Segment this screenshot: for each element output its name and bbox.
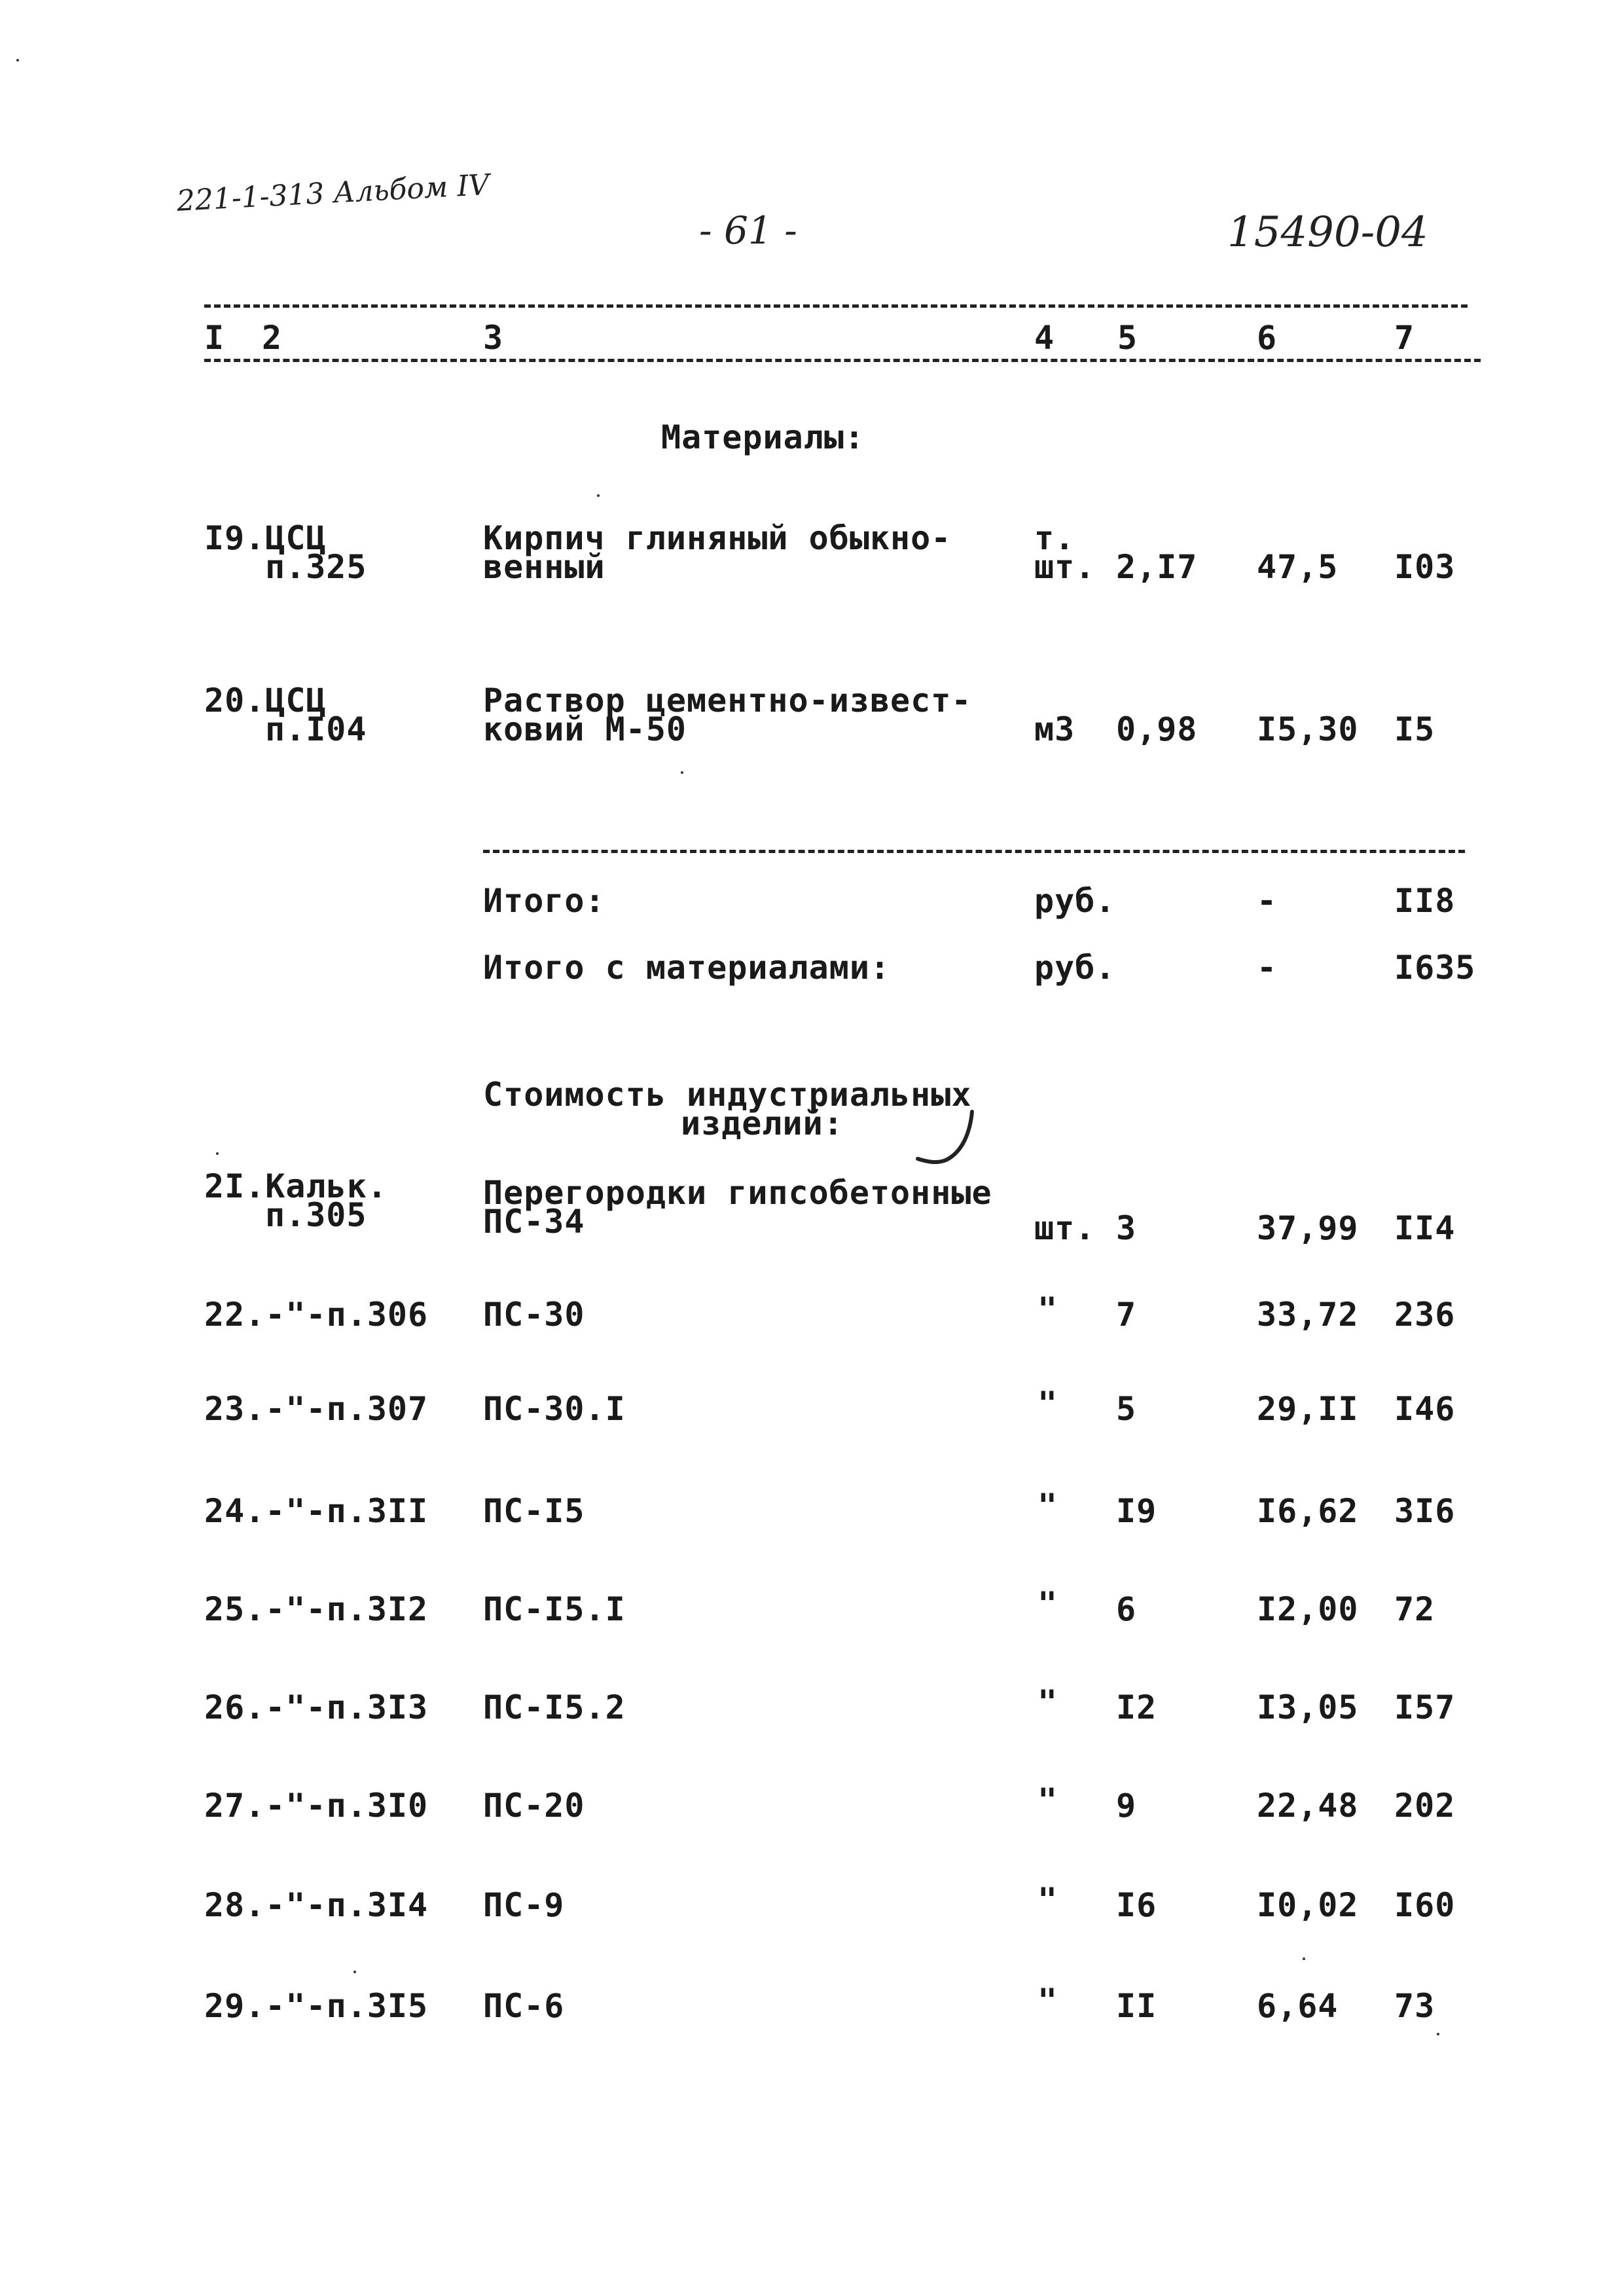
quantity: I9 [1116,1492,1157,1530]
unit: шт. [1034,1209,1096,1247]
unit-price: 29,II [1257,1390,1359,1428]
total-price: - [1257,882,1278,920]
total-value: II8 [1394,882,1456,920]
unit: " [1038,1683,1058,1721]
scan-speck [353,1971,356,1973]
unit-line2: м3 [1034,710,1075,748]
header-top-rule [204,304,1468,308]
item-name: ПС-9 [483,1886,565,1924]
unit: " [1038,1385,1058,1423]
section-title-industrial-line1: Стоимость индустриальных [483,1076,972,1114]
row-reference: п.305 [265,1196,367,1234]
column-number-5: 5 [1117,319,1138,357]
unit: " [1038,1781,1058,1819]
total-price: - [1257,949,1278,987]
quantity: 5 [1116,1390,1137,1428]
unit-price: 22,48 [1257,1787,1359,1825]
row-number: 25.-"-п.3I2 [204,1590,429,1628]
row-number: 2I.Кальк. [204,1167,388,1205]
row-reference: п.I04 [265,710,367,748]
totals-rule [483,850,1465,853]
column-number-3: 3 [483,319,504,357]
header-bottom-rule [204,359,1481,362]
handwritten-check-mark [910,1106,988,1178]
unit: " [1038,1982,1058,2020]
total: I60 [1394,1886,1456,1924]
total-value: I635 [1394,949,1476,987]
total-unit: руб. [1034,882,1116,920]
row-reference: п.325 [265,548,367,586]
quantity: 3 [1116,1209,1137,1247]
scan-speck [681,771,683,774]
total-label: Итого с материалами: [483,949,891,987]
unit-price: I5,30 [1257,710,1359,748]
total: I46 [1394,1390,1456,1428]
quantity: I6 [1116,1886,1157,1924]
page-number: - 61 - [699,208,797,253]
column-number-1: I [204,319,225,357]
item-name-line1: Перегородки гипсобетонные [483,1174,992,1212]
section-title-industrial-line2: изделий: [681,1104,844,1142]
album-note: 221-1-313 Альбом IV [175,168,490,218]
item-name: ПС-20 [483,1787,585,1825]
total: I03 [1394,548,1456,586]
scan-speck [216,1152,219,1155]
row-number: 27.-"-п.3I0 [204,1787,429,1825]
total: 3I6 [1394,1492,1456,1530]
quantity: 6 [1116,1590,1137,1628]
section-title-materials: Материалы: [661,418,865,456]
unit-price: 37,99 [1257,1209,1359,1247]
unit-price: I3,05 [1257,1688,1359,1726]
item-name-line2: венный [483,548,605,586]
unit-price: 6,64 [1257,1987,1339,2025]
total: 72 [1394,1590,1435,1628]
row-number: 24.-"-п.3II [204,1492,429,1530]
row-number: 20.ЦСЦ [204,682,327,720]
scan-speck [597,494,600,497]
scan-speck [1437,2033,1439,2035]
unit-line1: т. [1034,519,1075,557]
unit: " [1038,1881,1058,1919]
item-name: ПС-I5 [483,1492,585,1530]
row-number: 28.-"-п.3I4 [204,1886,429,1924]
quantity: I2 [1116,1688,1157,1726]
row-number: 22.-"-п.306 [204,1296,429,1334]
unit: " [1038,1290,1058,1328]
column-number-7: 7 [1394,319,1415,357]
document-code: 15490-04 [1227,208,1428,257]
quantity: 9 [1116,1787,1137,1825]
item-name: ПС-30.I [483,1390,626,1428]
quantity: 0,98 [1116,710,1198,748]
scan-speck [1303,1958,1305,1960]
row-number: 29.-"-п.3I5 [204,1987,429,2025]
total-unit: руб. [1034,949,1116,987]
quantity: II [1116,1987,1157,2025]
unit-price: I2,00 [1257,1590,1359,1628]
item-name: ПС-30 [483,1296,585,1334]
total: 202 [1394,1787,1456,1825]
row-number: 23.-"-п.307 [204,1390,429,1428]
total: I57 [1394,1688,1456,1726]
item-name: ПС-I5.I [483,1590,626,1628]
quantity: 2,I7 [1116,548,1198,586]
scan-speck [16,59,19,62]
total: 73 [1394,1987,1435,2025]
total: 236 [1394,1296,1456,1334]
item-name: ПС-I5.2 [483,1688,626,1726]
unit-price: 47,5 [1257,548,1339,586]
unit-line2: шт. [1034,548,1096,586]
unit: " [1038,1585,1058,1623]
item-name-line2: ПС-34 [483,1203,585,1241]
total: II4 [1394,1209,1456,1247]
unit: " [1038,1487,1058,1525]
unit-price: 33,72 [1257,1296,1359,1334]
row-number: 26.-"-п.3I3 [204,1688,429,1726]
column-number-2: 2 [262,319,283,357]
column-number-6: 6 [1257,319,1278,357]
quantity: 7 [1116,1296,1137,1334]
item-name-line2: ковий М-50 [483,710,687,748]
total: I5 [1394,710,1435,748]
column-number-4: 4 [1034,319,1055,357]
unit-price: I6,62 [1257,1492,1359,1530]
unit-price: I0,02 [1257,1886,1359,1924]
row-number: I9.ЦСЦ [204,519,327,557]
item-name-line1: Кирпич глиняный обыкно- [483,519,952,557]
item-name-line1: Раствор цементно-извест- [483,682,972,720]
item-name: ПС-6 [483,1987,565,2025]
total-label: Итого: [483,882,605,920]
